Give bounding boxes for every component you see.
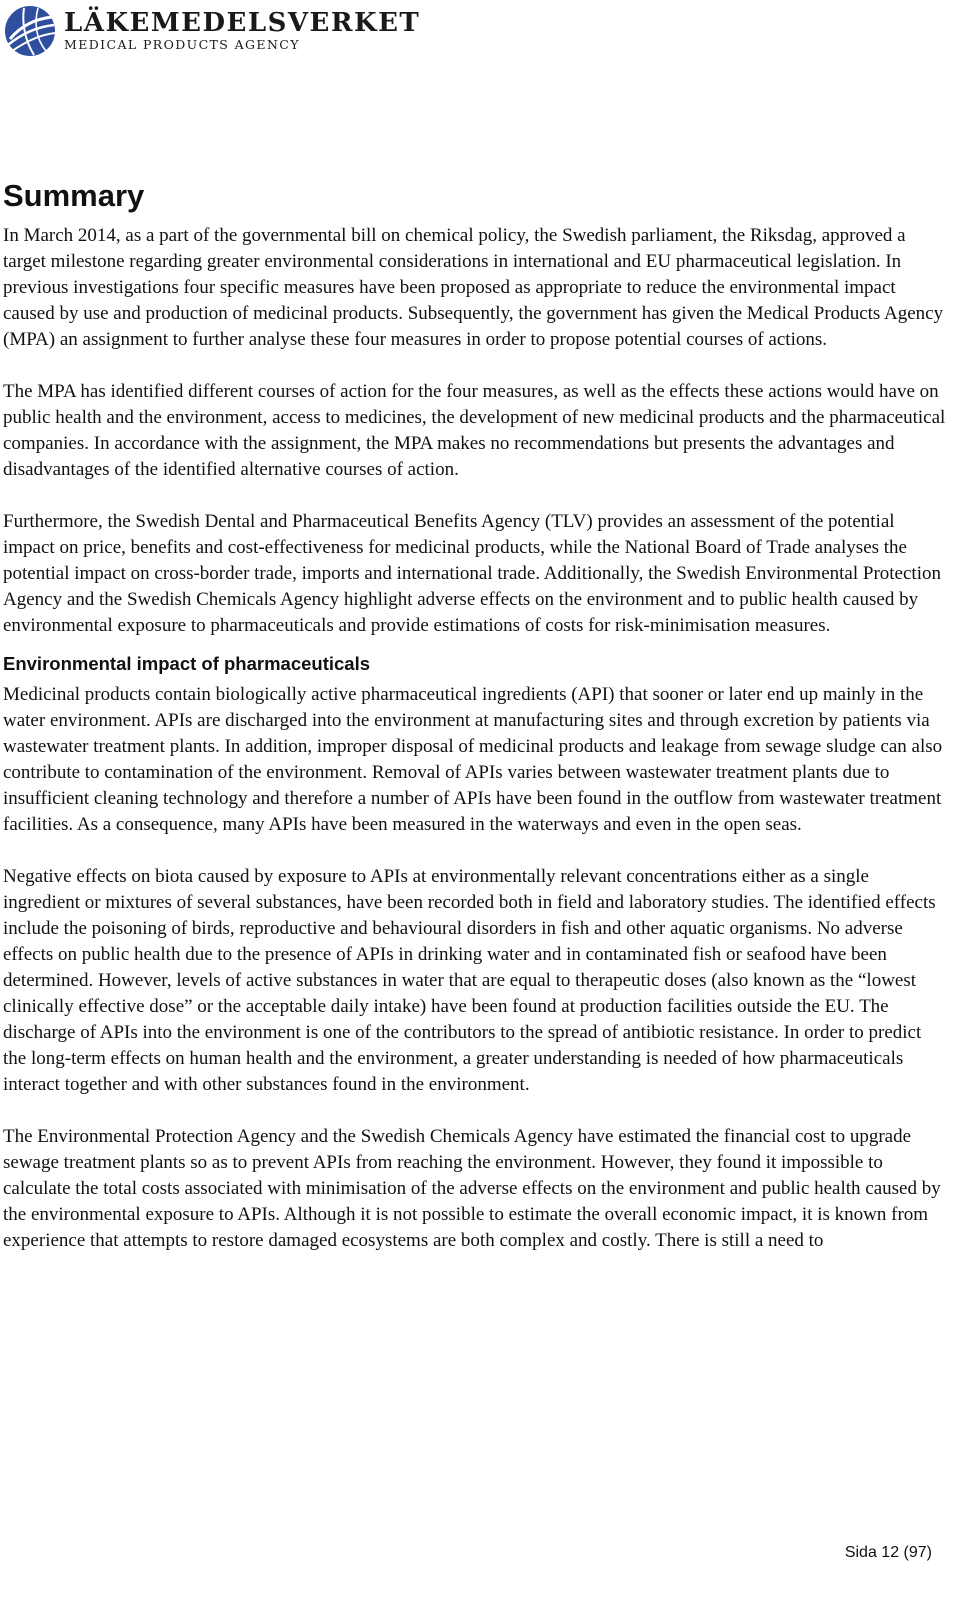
section-heading: Environmental impact of pharmaceuticals xyxy=(3,653,371,674)
logo-text xyxy=(64,10,420,52)
summary-paragraph-2: The MPA has identified different courses of action for the four measures, as well as the effects these actions would have on public health and the environment, access to medicines, the development of new medicinal products and the pharmaceutical companies. In accordance with the assignment, the MPA makes no recommendations but presents the advantages and disadvantages of the identified alternative courses of action. xyxy=(3,381,946,480)
document-body xyxy=(3,176,948,1280)
agency-logo xyxy=(4,4,420,58)
globe-logo-icon xyxy=(4,5,56,57)
summary-paragraph-3: Furthermore, the Swedish Dental and Pharmaceutical Benefits Agency (TLV) provides an assessment of the potential impact on price, benefits and cost-effectiveness for medicinal products, while the National Board of Trade analyses the potential impact on cross-border trade, imports and international trade. Additionally, the Swedish Environmental Protection Agency and the Swedish Chemicals Agency highlight adverse effects on the environment and to public health caused by environmental exposure to pharmaceuticals and provide estimations of costs for risk-minimisation measures. xyxy=(3,511,941,636)
logo-name: LÄKEMEDELSVERKET xyxy=(64,8,421,38)
section-paragraph-1: Medicinal products contain biologically active pharmaceutical ingredients (API) that sooner or later end up mainly in the water environment. APIs are discharged into the environment at manufacturing sites and through excretion by patients via wastewater treatment plants. In addition, improper disposal of medicinal products and leakage from sewage sludge can also contribute to contamination of the environment. Removal of APIs varies between wastewater treatment plants due to insufficient cleaning technology and therefore a number of APIs have been found in the outflow from wastewater treatment facilities. As a consequence, many APIs have been measured in the waterways and even in the open seas. xyxy=(3,684,943,835)
section-paragraph-3: The Environmental Protection Agency and the Swedish Chemicals Agency have estimated the financial cost to upgrade sewage treatment plants so as to prevent APIs from reaching the environment. However, they found it impossible to calculate the total costs associated with minimisation of the adverse effects on the environment and public health caused by the environmental exposure to APIs. Although it is not possible to estimate the overall economic impact, it is known from experience that attempts to restore damaged ecosystems are both complex and costly. There is still a need to xyxy=(3,1126,941,1251)
section-paragraph-2: Negative effects on biota caused by exposure to APIs at environmentally relevant concentrations either as a single ingredient or mixtures of several substances, have been recorded both in field and laboratory studies. The identified effects include the poisoning of birds, reproductive and behavioural disorders in fish and other aquatic organisms. No adverse effects on public health due to the presence of APIs in drinking water and in contaminated fish or seafood have been determined. However, levels of active substances in water that are equal to therapeutic doses (also known as the “lowest clinically effective dose” or the acceptable daily intake) have been found at production facilities outside the EU. The discharge of APIs into the environment is one of the contributors to the spread of antibiotic resistance. In order to predict the long-term effects on human health and the environment, a greater understanding is needed of how pharmaceuticals interact together and with other substances found in the environment. xyxy=(3,866,936,1095)
summary-paragraph-1: In March 2014, as a part of the governmental bill on chemical policy, the Swedish parliament, the Riksdag, approved a target milestone regarding greater environmental considerations in international and EU pharmaceutical legislation. In previous investigations four specific measures have been proposed as appropriate to reduce the environmental impact caused by use and production of medicinal products. Subsequently, the government has given the Medical Products Agency (MPA) an assignment to further analyse these four measures in order to propose potential courses of actions. xyxy=(3,225,944,350)
logo-subtitle: MEDICAL PRODUCTS AGENCY xyxy=(64,37,300,52)
page-title: Summary xyxy=(3,178,145,213)
page-number: Sida 12 (97) xyxy=(844,1544,932,1561)
